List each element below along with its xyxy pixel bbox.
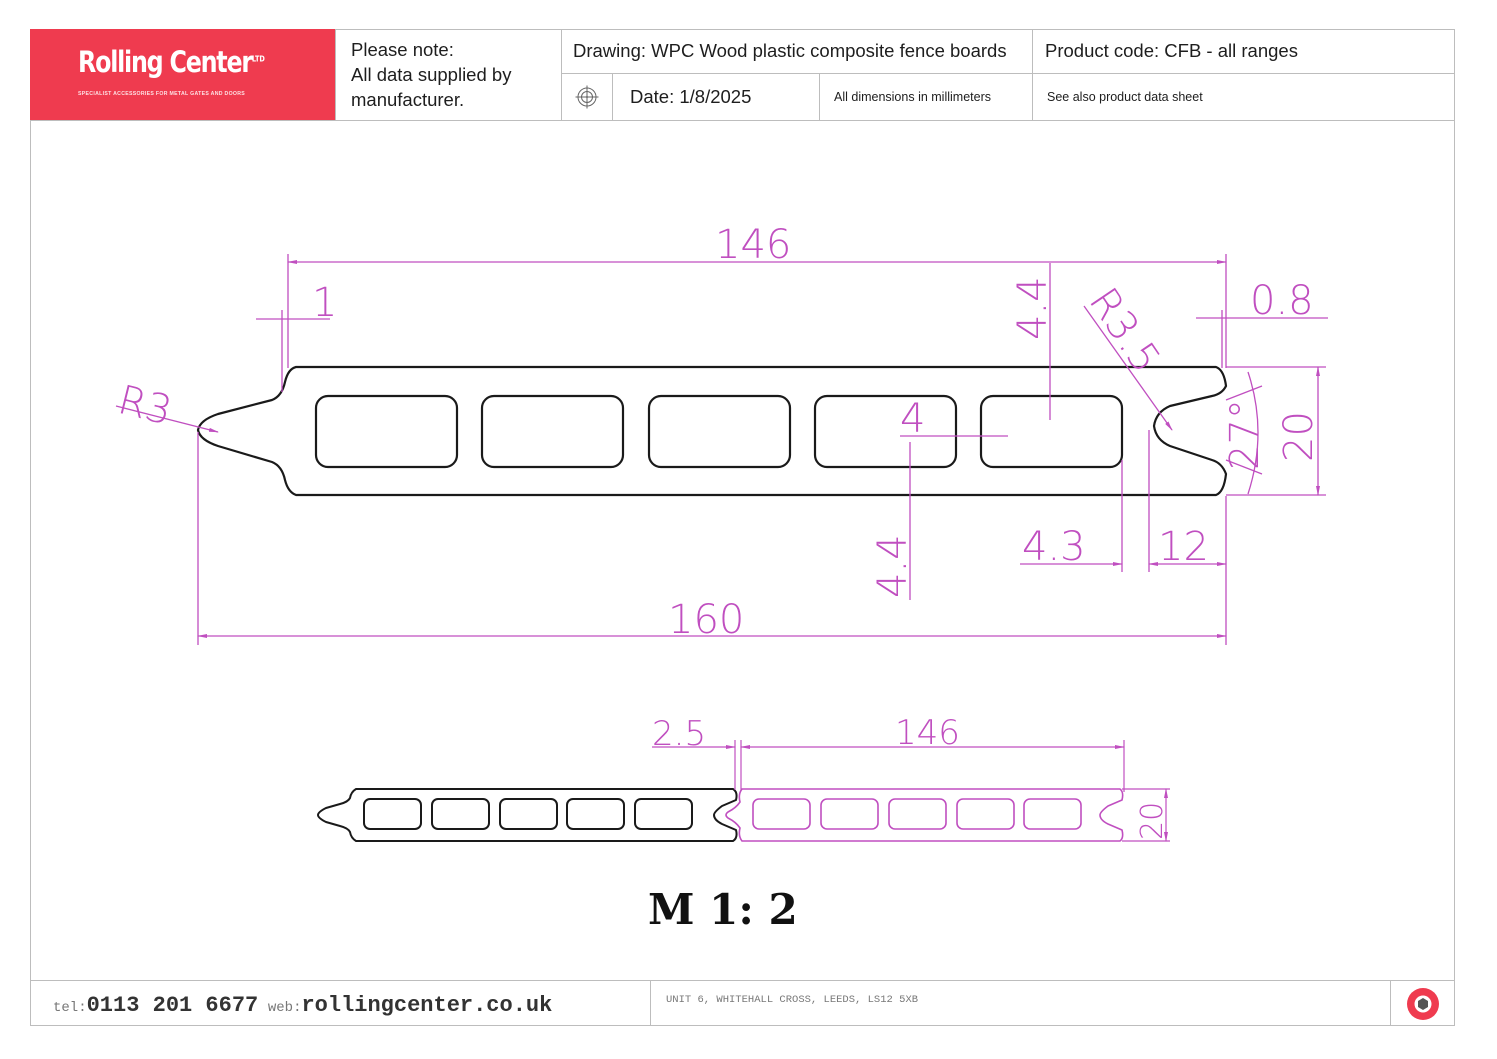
projection-symbol-cell <box>561 74 612 120</box>
target-crosshair-icon <box>575 85 599 109</box>
assembly-board-right <box>726 789 1123 841</box>
drawing-title: Drawing: WPC Wood plastic composite fence boards <box>561 29 1032 74</box>
note-line: Please note: <box>351 39 454 60</box>
fence-board-profile-drawing <box>31 121 1454 980</box>
dim-web-width: 4 <box>900 396 926 442</box>
dim-tongue-offset: 1 <box>312 280 338 326</box>
dim-top-wall: 4.4 <box>1010 276 1056 340</box>
assembly-dimension-labels <box>652 713 1170 840</box>
dim-groove-depth: 12 <box>1158 524 1209 570</box>
main-profile-outline <box>198 367 1226 495</box>
dim-face-width: 146 <box>715 222 792 268</box>
dim-overall-width: 160 <box>668 597 745 643</box>
dim-groove-angle: 27° <box>1222 399 1268 470</box>
company-logo <box>30 29 335 120</box>
assembly-dimensions <box>652 740 1170 841</box>
dim-assembly-face-width: 146 <box>895 713 960 753</box>
dim-tongue-radius: R3 <box>113 377 177 435</box>
dim-assembly-thickness: 20 <box>1135 801 1170 840</box>
tel-label: tel: <box>53 1000 87 1016</box>
dim-end-web: 4.3 <box>1022 524 1086 570</box>
scale-label: M 1: 2 <box>648 885 798 934</box>
logo-tagline: SPECIALIST ACCESSORIES FOR METAL GATES AND DOORS <box>78 91 246 97</box>
contact-info <box>30 981 650 1026</box>
dim-groove-lip: 0.8 <box>1250 278 1314 324</box>
see-also-note: See also product data sheet <box>1032 74 1455 120</box>
telephone-number[interactable]: 0113 201 6677 <box>86 993 259 1018</box>
units-note: All dimensions in millimeters <box>819 74 1032 120</box>
product-code: Product code: CFB - all ranges <box>1032 29 1455 74</box>
web-label: web: <box>267 1000 302 1016</box>
website-link[interactable]: rollingcenter.co.uk <box>301 993 553 1018</box>
note-line: manufacturer. <box>351 89 465 110</box>
main-dimension-labels <box>114 222 1322 643</box>
dim-groove-radius: R3.5 <box>1079 279 1169 382</box>
dim-bottom-wall: 4.4 <box>870 534 916 598</box>
company-address: UNIT 6, WHITEHALL CROSS, LEEDS, LS12 5XB <box>650 981 1390 1026</box>
dim-assembly-gap: 2.5 <box>652 714 707 754</box>
assembly-board-left <box>318 789 737 841</box>
drawing-date: Date: 1/8/2025 <box>612 74 819 120</box>
dim-thickness: 20 <box>1276 411 1322 462</box>
title-block <box>30 29 1455 121</box>
logo-brand: Rolling Center$^{LTD}$ <box>78 45 265 79</box>
footer <box>30 980 1455 1026</box>
manufacturer-note <box>335 29 561 120</box>
technical-drawing <box>31 121 1454 980</box>
badge-cell <box>1390 981 1455 1026</box>
main-dimensions <box>113 254 1328 645</box>
rolling-center-roundel-icon <box>1406 987 1440 1021</box>
note-line: All data supplied by <box>351 64 512 85</box>
